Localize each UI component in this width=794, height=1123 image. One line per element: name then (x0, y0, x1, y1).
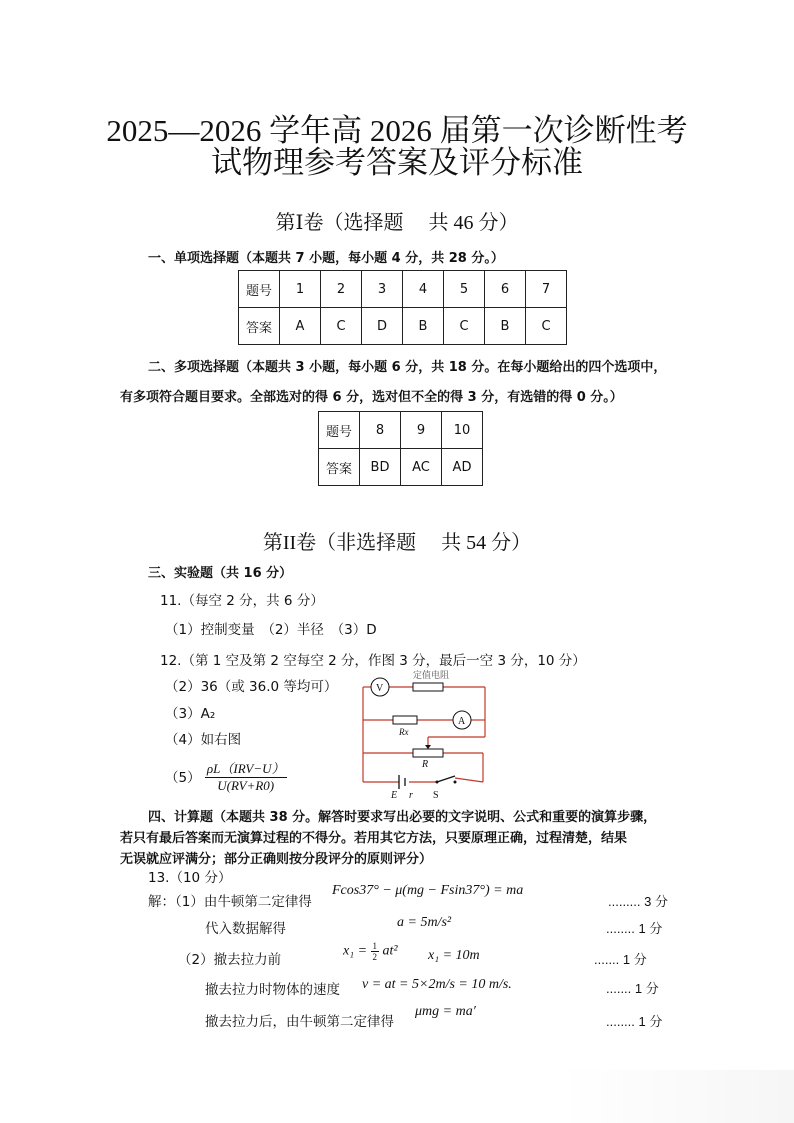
switch-contact-icon (454, 781, 457, 784)
q13-step5-label: 撤去拉力后，由牛顿第二定律得 (205, 1014, 394, 1030)
table-cell: 10 (442, 412, 483, 449)
voltmeter-label: V (376, 683, 384, 694)
table-cell: AD (442, 449, 483, 486)
rheostat-label: R (422, 759, 429, 770)
half-fraction (371, 941, 380, 962)
table-cell: 6 (485, 271, 526, 308)
circuit-diagram (355, 665, 495, 800)
document-title-line1: 2025—2026 学年高 2026 届第一次诊断性考 (106, 113, 688, 148)
multi-choice-heading-line2: 有多项符合题目要求。全部选对的得 6 分，选对但不全的得 3 分，有选错的得 0 分。） (120, 390, 623, 405)
q12-answer-4: （4）如右图 (165, 732, 242, 748)
single-choice-table (238, 270, 567, 345)
q11-answers: （1）控制变量 （2）半径 （3）D (165, 622, 377, 638)
formula-lhs: x₁ = (343, 943, 368, 959)
fraction-numerator: 1 (372, 941, 378, 951)
experiment-heading: 三、实验题（共 16 分） (148, 566, 293, 581)
q12-answer-5-prefix: （5） (165, 770, 201, 786)
switch-lever-icon (437, 776, 455, 782)
single-choice-heading: 一、单项选择题（本题共 7 小题，每小题 4 分，共 28 分。） (148, 251, 504, 266)
table-cell: C (526, 308, 567, 345)
table-cell: 7 (526, 271, 567, 308)
table-cell: B (485, 308, 526, 345)
q13-step1-score: ......... 3 分 (608, 894, 668, 909)
rx-resistor-icon (393, 716, 417, 724)
table-cell: A (280, 308, 321, 345)
ammeter-label: A (458, 716, 466, 727)
table-cell: 答案 (239, 308, 280, 345)
table-cell: 8 (360, 412, 401, 449)
q13-step5-formula: μmg = ma′ (415, 1004, 476, 1019)
part1-heading: 第Ⅰ卷（选择题 共 46 分） (275, 212, 519, 234)
corner-shade (560, 1070, 794, 1123)
calc-heading-line1: 四、计算题（本题共 38 分。解答时要求写出必要的文字说明、公式和重要的演算步骤， (148, 810, 657, 825)
q13-step3-label: （2）撤去拉力前 (178, 952, 282, 968)
switch-pivot-icon (436, 781, 439, 784)
table-cell: 4 (403, 271, 444, 308)
table-cell: 9 (401, 412, 442, 449)
fraction-denominator: 2 (372, 952, 378, 962)
multi-choice-heading-line1: 二、多项选择题（本题共 3 小题，每小题 6 分，共 18 分。在每小题给出的四个选项中， (148, 360, 667, 375)
calc-heading-line3: 无误就应评满分；部分正确则按分段评分的原则评分） (120, 852, 433, 867)
emf-label: E (391, 790, 398, 800)
table-cell: BD (360, 449, 401, 486)
table-row (239, 271, 567, 308)
fixed-resistor-label: 定值电阻 (413, 671, 450, 681)
q13-step5-score: ........ 1 分 (606, 1014, 663, 1029)
q13-step1-label: 解：（1）由牛顿第二定律得 (148, 894, 312, 910)
table-cell: 2 (321, 271, 362, 308)
table-cell: C (321, 308, 362, 345)
q13-step2-formula: a = 5m/s² (397, 915, 452, 930)
formula-rhs: at² (382, 943, 398, 959)
table-row (239, 308, 567, 345)
fraction-numerator: ρL（IRV−U） (205, 758, 287, 778)
q12-answer-5-fraction (205, 758, 287, 794)
table-cell: 5 (444, 271, 485, 308)
table-cell: 题号 (239, 271, 280, 308)
table-cell: C (444, 308, 485, 345)
q13-step3-score: ....... 1 分 (594, 952, 647, 967)
q12-answer-3: （3）A₂ (165, 706, 216, 722)
q13-step4-score: ....... 1 分 (606, 981, 659, 996)
q12-answer-2: （2）36（或 36.0 等均可） (165, 679, 338, 695)
table-cell: 题号 (319, 412, 360, 449)
table-cell: AC (401, 449, 442, 486)
q13-step3-formula2: x₁ = 10m (428, 948, 480, 963)
slider-arrow-icon (425, 745, 431, 749)
q11-head: 11.（每空 2 分，共 6 分） (160, 593, 324, 609)
table-row (319, 412, 483, 449)
internal-resistance-label: r (409, 790, 413, 800)
fixed-resistor-icon (413, 683, 443, 691)
table-cell: B (403, 308, 444, 345)
table-cell: 1 (280, 271, 321, 308)
multi-choice-table (318, 411, 483, 486)
q12-answer-5 (165, 758, 287, 794)
fraction-denominator: U(RV+R0) (217, 778, 275, 793)
q13-step3-formula (343, 941, 398, 962)
switch-label: S (433, 790, 439, 800)
q13-step1-formula: Fcos37° − μ(mg − Fsin37°) = ma (332, 883, 524, 898)
part2-heading: 第II卷（非选择题 共 54 分） (262, 532, 532, 554)
table-cell: D (362, 308, 403, 345)
table-row (319, 449, 483, 486)
table-cell: 3 (362, 271, 403, 308)
document-title-line2: 试物理参考答案及评分标准 (211, 145, 583, 180)
q12-head: 12.（第 1 空及第 2 空每空 2 分，作图 3 分，最后一空 3 分，10 分） (160, 653, 586, 669)
q13-head: 13.（10 分） (148, 870, 232, 886)
q13-step4-formula: v = at = 5×2m/s = 10 m/s. (362, 977, 512, 992)
q13-step2-score: ........ 1 分 (606, 921, 663, 936)
calc-heading-line2: 若只有最后答案而无演算过程的不得分。若用其它方法，只要原理正确，过程清楚，结果 (120, 831, 628, 846)
rx-label: Rx (399, 727, 409, 737)
q13-step2-label: 代入数据解得 (205, 921, 286, 937)
table-cell: 答案 (319, 449, 360, 486)
q13-step4-label: 撤去拉力时物体的速度 (205, 982, 340, 998)
rheostat-icon (413, 749, 443, 757)
